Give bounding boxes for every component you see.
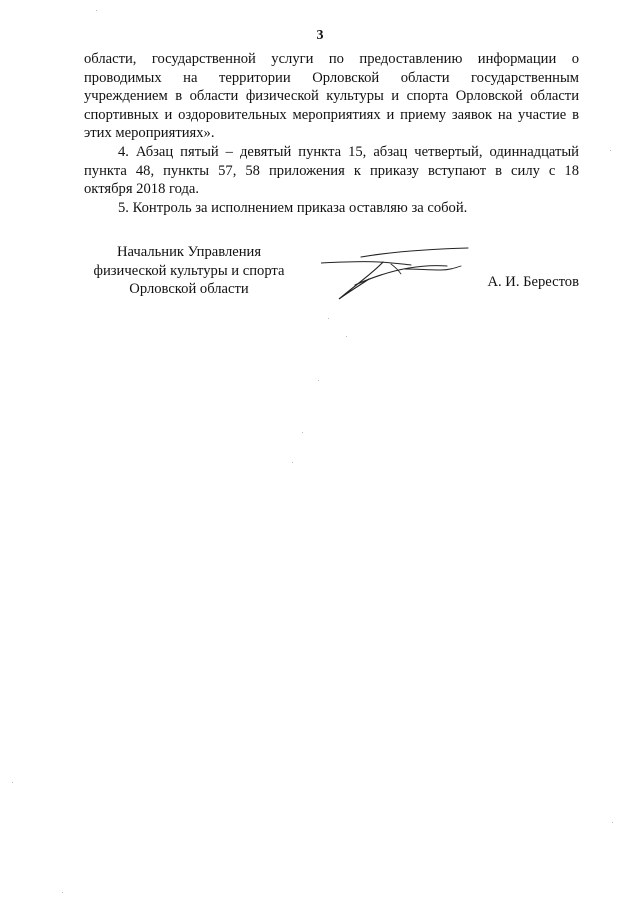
text-line: 4. Абзац пятый – девятый пункта 15, абзац четвертый, одиннадцатый (118, 143, 579, 160)
text-line: этих мероприятиях». (84, 125, 215, 142)
text-line: спортивных и оздоровительных мероприятиях и приему заявок на участие в (84, 106, 579, 123)
text-line: учреждением в области физической культуры и спорта Орловской области (84, 88, 579, 105)
document-body (84, 50, 579, 217)
text-line: октября 2018 года. (84, 181, 200, 198)
handwritten-signature-icon (321, 243, 471, 305)
text-line: проводимых на территории Орловской области государственным (84, 69, 579, 86)
text-line: области, государственной услуги по предоставлению информации о (84, 51, 579, 67)
scan-speck (328, 318, 329, 319)
page-number: 3 (316, 28, 324, 43)
scan-speck (318, 380, 319, 381)
signer-title (84, 243, 294, 299)
scan-speck (96, 10, 97, 11)
scan-speck (610, 150, 611, 151)
signature-block (84, 243, 579, 303)
scan-speck (302, 432, 303, 433)
signer-title-line: физической культуры и спорта (93, 262, 285, 279)
scan-speck (612, 822, 613, 823)
paragraph-item-4 (84, 143, 579, 199)
text-line: пункта 48, пункты 57, 58 приложения к приказу вступают в силу с 18 (84, 162, 579, 179)
paragraph-continued (84, 50, 579, 143)
signer-name: А. И. Берестов (487, 274, 579, 290)
scan-speck (346, 336, 347, 337)
scan-speck (12, 782, 13, 783)
scan-speck (292, 462, 293, 463)
scan-speck (62, 892, 63, 893)
paragraph-item-5 (84, 199, 579, 218)
text-line: 5. Контроль за исполнением приказа оставляю за собой. (118, 199, 468, 216)
signer-title-line: Орловской области (129, 281, 249, 298)
signer-title-line: Начальник Управления (116, 244, 262, 260)
